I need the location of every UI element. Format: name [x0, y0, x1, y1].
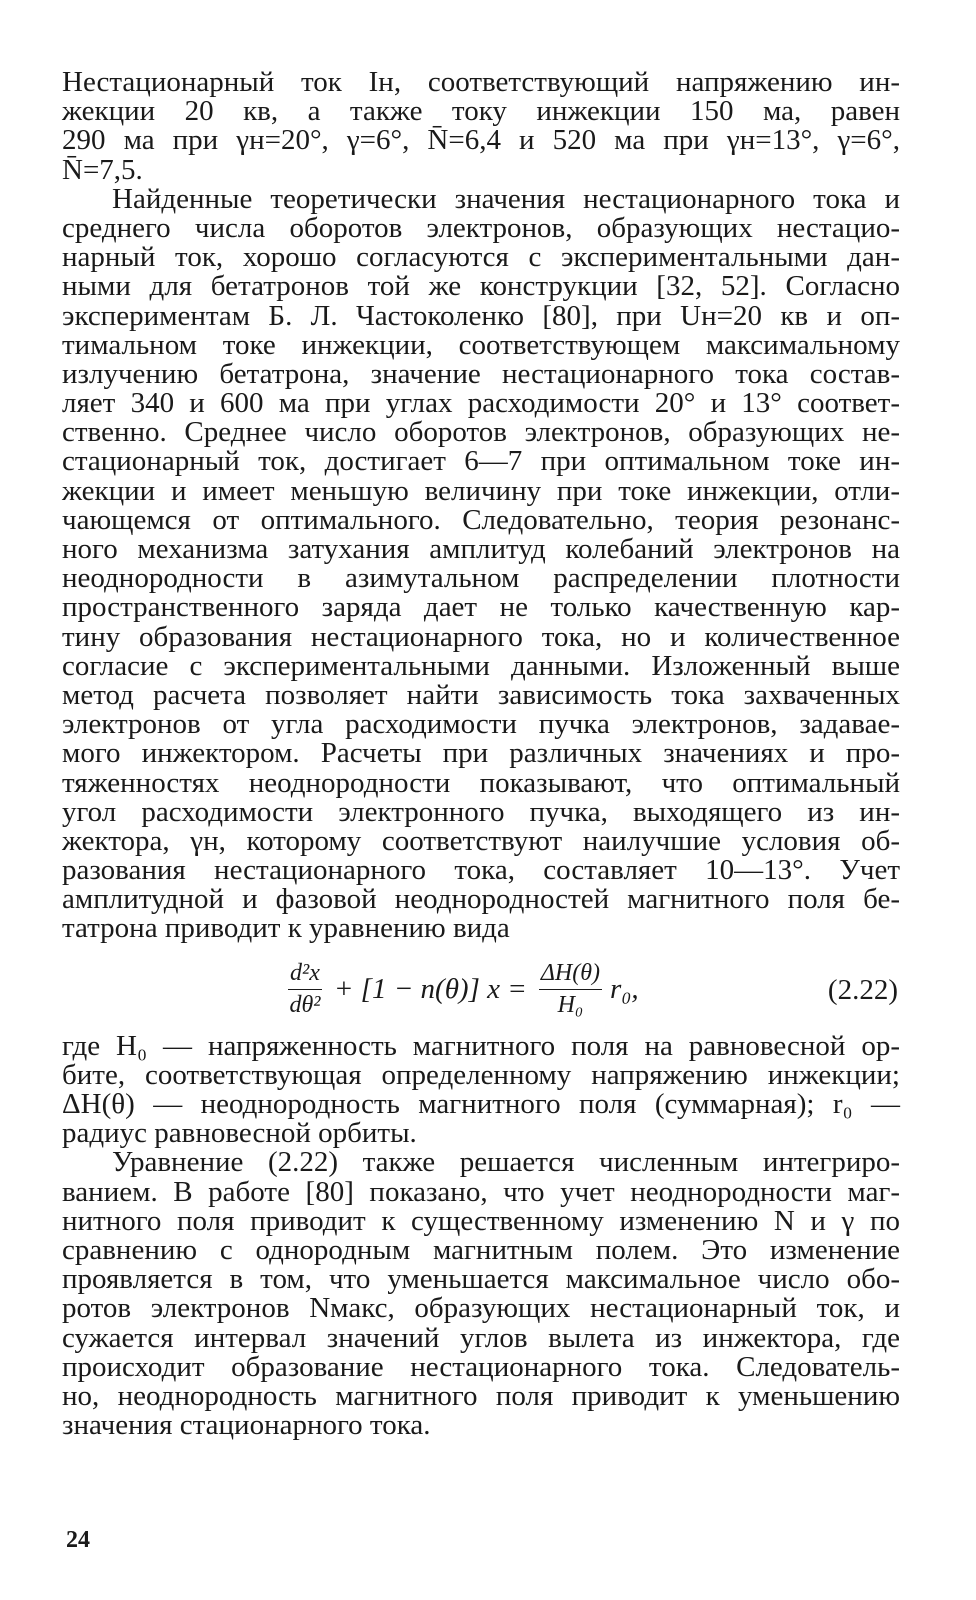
text-line: ΔH(θ) — неоднородность магнитного поля (суммарная); r₀ — [62, 1088, 900, 1120]
text-line: радиус равновесной орбиты. [62, 1117, 417, 1150]
text-line: ственно. Среднее число оборотов электронов, образующих не- [62, 416, 900, 449]
text-line: N̄=7,5. [62, 153, 143, 186]
page-body [62, 68, 900, 1440]
paragraph-1 [62, 68, 900, 185]
text-line: угол расходимости электронного пучка, выходящего из ин- [62, 795, 900, 828]
text-line: ного механизма затухания амплитуд колебаний электронов на [62, 533, 900, 565]
equation-body [280, 950, 639, 1030]
text-line: сужается интервал значений углов вылета из инжектора, где [62, 1321, 900, 1354]
equation-tail: r₀, [610, 973, 639, 1006]
text-line: происходит образование нестационарного тока. Следователь- [62, 1350, 900, 1383]
text-line: сравнению с однородным магнитным полем. Это изменение [62, 1233, 900, 1266]
text-line: проявляется в том, что уменьшается максимальное число обо- [62, 1263, 900, 1296]
text-line: ротов электронов Nмакс, образующих нестационарный ток, и [62, 1292, 900, 1325]
text-line: где H₀ — напряженность магнитного поля на равновесной ор- [62, 1029, 900, 1062]
fraction-numerator: ΔH(θ) [539, 960, 602, 990]
text-line: стационарный ток, достигает 6—7 при оптимальном токе ин- [62, 445, 900, 478]
text-line: ляет 340 и 600 ма при углах расходимости 20° и 13° соответ- [62, 387, 900, 420]
text-line: жектора, γн, которому соответствуют наилучшие условия об- [62, 824, 900, 857]
paragraph-3 [62, 1029, 900, 1150]
text-line: татрона приводит к уравнению вида [62, 912, 510, 945]
text-line: но, неоднородность магнитного поля приводит к уменьшению [62, 1379, 900, 1412]
text-line: бите, соответствующая определенному напряжению инжекции; [62, 1058, 900, 1091]
equation-number: (2.22) [827, 973, 898, 1006]
fraction-denominator: H₀ [557, 992, 584, 1019]
text-line: тимальном токе инжекции, соответствующем максимальному [62, 328, 900, 361]
text-line: значения стационарного тока. [62, 1409, 431, 1442]
text-line: электронов от угла расходимости пучка электронов, задавае- [62, 708, 900, 741]
text-line: экспериментам Б. Л. Частоколенко [80], при Uн=20 кв и оп- [62, 299, 900, 332]
text-line: нитного поля приводит к существенному изменению N и γ по [62, 1204, 900, 1237]
text-line: нарный ток, хорошо согласуются с экспериментальными дан- [62, 241, 900, 274]
text-line: мого инжектором. Расчеты при различных значениях и про- [62, 737, 900, 770]
text-line: жекции и имеет меньшую величину при токе инжекции, отли- [62, 474, 900, 507]
fraction-field-ratio [539, 960, 602, 1019]
text-line: среднего числа оборотов электронов, образующих нестацио- [62, 211, 900, 244]
page-number: 24 [66, 1527, 90, 1553]
fraction-numerator: d²x [288, 960, 322, 990]
text-line: Нестационарный ток Iн, соответствующий напряжению ин- [62, 66, 900, 98]
text-line: пространственного заряда дает не только качественную кар- [62, 591, 900, 624]
text-line: согласие с экспериментальными данными. Изложенный выше [62, 649, 900, 682]
paragraph-4 [62, 1148, 900, 1440]
equation-2-22 [62, 950, 900, 1030]
text-line: метод расчета позволяет найти зависимость тока захваченных [62, 678, 900, 711]
paragraph-2 [62, 182, 900, 945]
text-line: Найденные теоретически значения нестационарного тока и [112, 182, 900, 215]
text-line: ванием. В работе [80] показано, что учет неоднородности маг- [62, 1175, 900, 1208]
text-line: тяженностях неоднородности показывают, что оптимальный [62, 766, 900, 799]
fraction-denominator: dθ² [289, 992, 321, 1019]
text-line: Уравнение (2.22) также решается численным интегриро- [112, 1146, 900, 1179]
text-line: неоднородности в азимутальном распределении плотности [62, 562, 900, 595]
text-line: разования нестационарного тока, составляет 10—13°. Учет [62, 854, 900, 887]
text-line: 290 ма при γн=20°, γ=6°, N̄=6,4 и 520 ма при γн=13°, γ=6°, [62, 124, 900, 157]
text-line: тину образования нестационарного тока, но и количественное [62, 620, 900, 653]
text-line: амплитудной и фазовой неоднородностей магнитного поля бе- [62, 883, 900, 916]
fraction-second-derivative [288, 960, 322, 1019]
text-line: излучению бетатрона, значение нестационарного тока состав- [62, 357, 900, 390]
text-line: жекции 20 кв, а также току инжекции 150 ма, равен [62, 95, 900, 128]
equation-middle: + [1 − n(θ)] x = [333, 973, 527, 1006]
text-line: ными для бетатронов той же конструкции [32, 52]. Согласно [62, 270, 900, 303]
text-line: чающемся от оптимального. Следовательно, теория резонанс- [62, 503, 900, 536]
